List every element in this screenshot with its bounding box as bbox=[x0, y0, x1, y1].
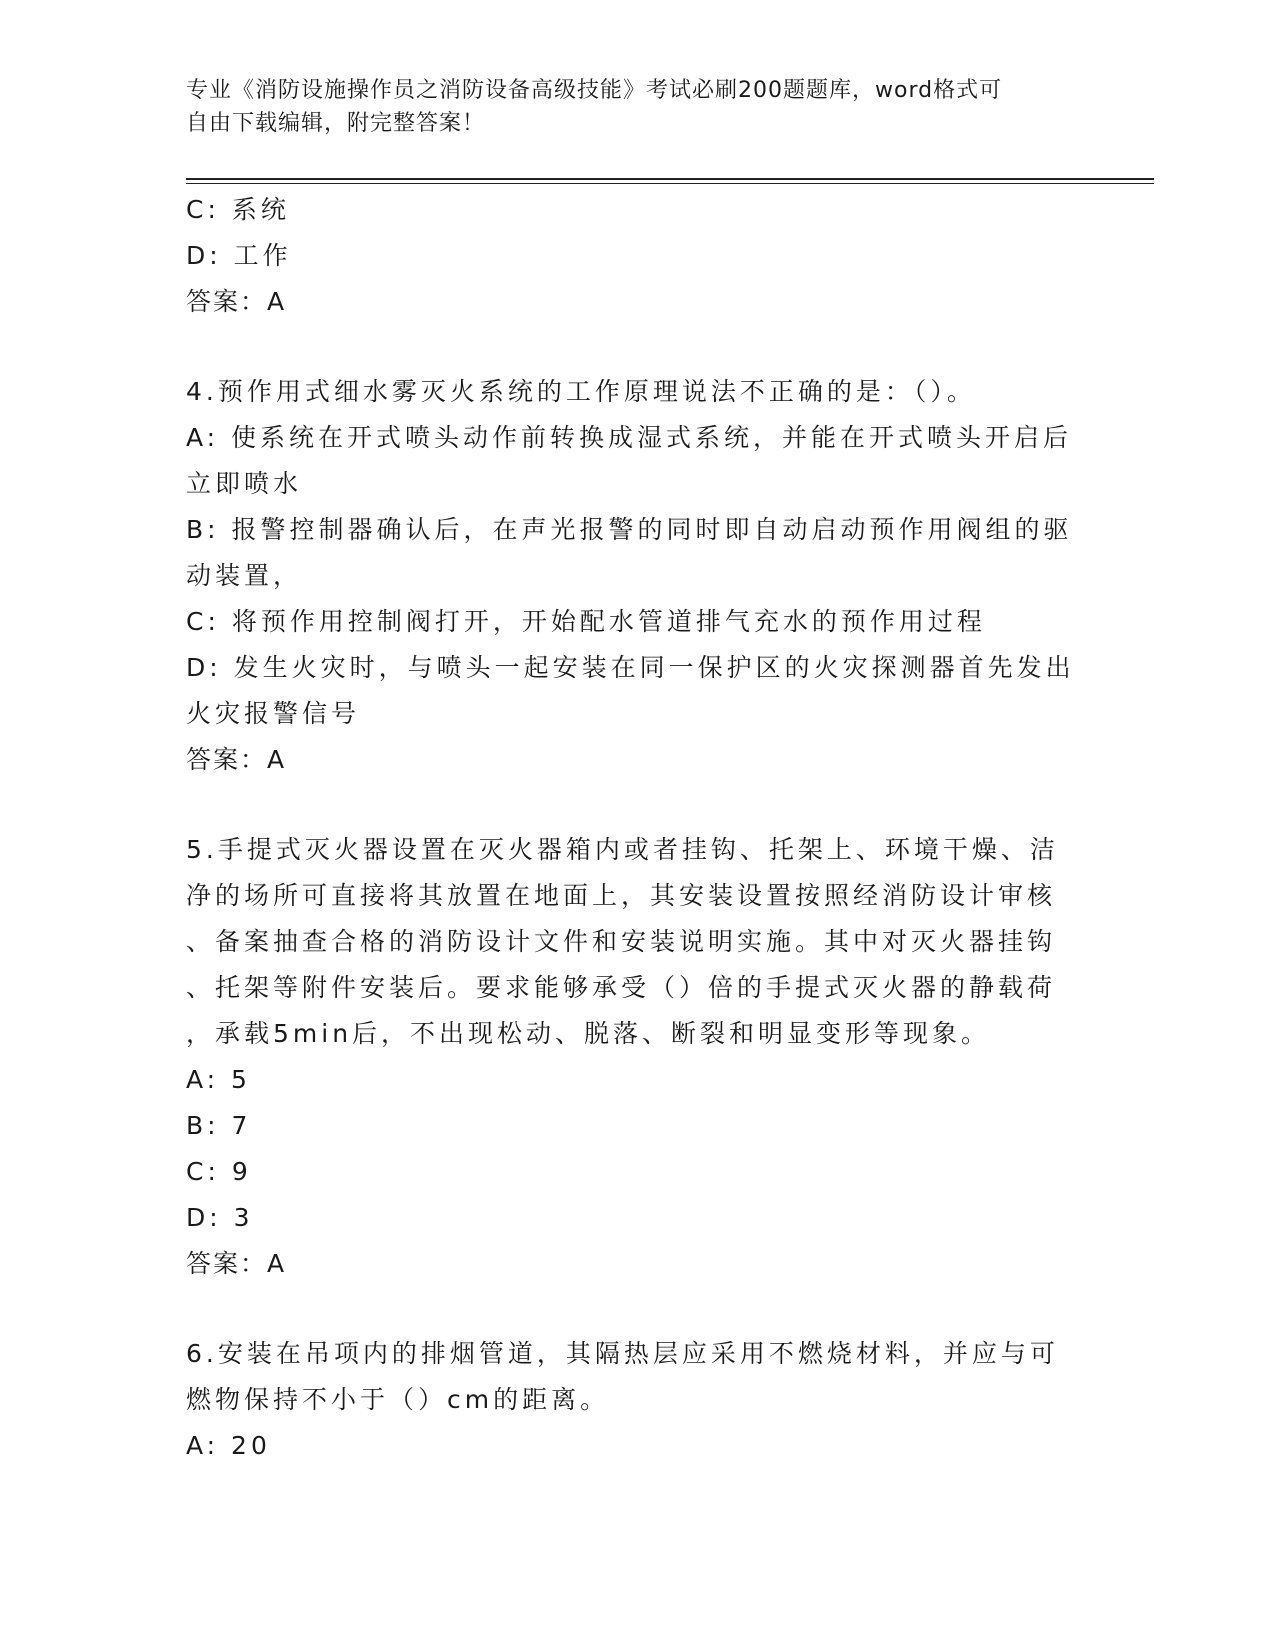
paragraph-gap bbox=[186, 1287, 1066, 1331]
answer-line: 答案：A bbox=[186, 745, 287, 774]
text-line: D: 3 bbox=[186, 1203, 254, 1232]
answer-line: 答案：A bbox=[186, 1249, 287, 1278]
text-line: 净的场所可直接将其放置在地面上，其安装设置按照经消防设计审核 bbox=[186, 881, 1057, 910]
text-line: 、备案抽查合格的消防设计文件和安装说明实施。其中对灭火器挂钩 bbox=[186, 927, 1057, 956]
text-line: C: 系统 bbox=[186, 195, 290, 224]
header-rule bbox=[186, 178, 1154, 184]
question-content bbox=[186, 187, 1075, 1469]
text-line: B: 7 bbox=[186, 1111, 252, 1140]
text-line: A: 20 bbox=[186, 1431, 271, 1460]
text-line: A: 使系统在开式喷头动作前转换成湿式系统，并能在开式喷头开启后 bbox=[186, 423, 1073, 452]
header-line-2: 自由下载编辑，附完整答案！ bbox=[186, 111, 486, 136]
text-line: C: 将预作用控制阀打开，开始配水管道排气充水的预作用过程 bbox=[186, 607, 986, 636]
text-line: 火灾报警信号 bbox=[186, 699, 361, 728]
text-line: 4.预作用式细水雾灭火系统的工作原理说法不正确的是：（）。 bbox=[186, 377, 976, 406]
paragraph-gap bbox=[186, 783, 1066, 827]
text-line: 燃物保持不小于（）cm的距离。 bbox=[186, 1385, 610, 1414]
text-line: 6.安装在吊项内的排烟管道，其隔热层应采用不燃烧材料，并应与可 bbox=[186, 1339, 1059, 1368]
text-line: C: 9 bbox=[186, 1157, 252, 1186]
text-line: 、托架等附件安装后。要求能够承受（）倍的手提式灭火器的静载荷 bbox=[186, 973, 1057, 1002]
text-line: D: 工作 bbox=[186, 241, 292, 270]
answer-line: 答案：A bbox=[186, 287, 287, 316]
text-line: ，承载5min后，不出现松动、脱落、断裂和明显变形等现象。 bbox=[186, 1019, 991, 1048]
paragraph-gap bbox=[186, 325, 1066, 369]
text-line: 动装置， bbox=[186, 561, 303, 590]
header-line-1: 专业《消防设施操作员之消防设备高级技能》考试必刷200题题库，word格式可 bbox=[186, 78, 1003, 103]
page-header bbox=[186, 74, 1086, 140]
text-line: 立即喷水 bbox=[186, 469, 303, 498]
text-line: B: 报警控制器确认后，在声光报警的同时即自动启动预作用阀组的驱 bbox=[186, 515, 1073, 544]
text-line: D: 发生火灾时，与喷头一起安装在同一保护区的火灾探测器首先发出 bbox=[186, 653, 1075, 682]
text-line: A: 5 bbox=[186, 1065, 251, 1094]
text-line: 5.手提式灭火器设置在灭火器箱内或者挂钩、托架上、环境干燥、洁 bbox=[186, 835, 1059, 864]
